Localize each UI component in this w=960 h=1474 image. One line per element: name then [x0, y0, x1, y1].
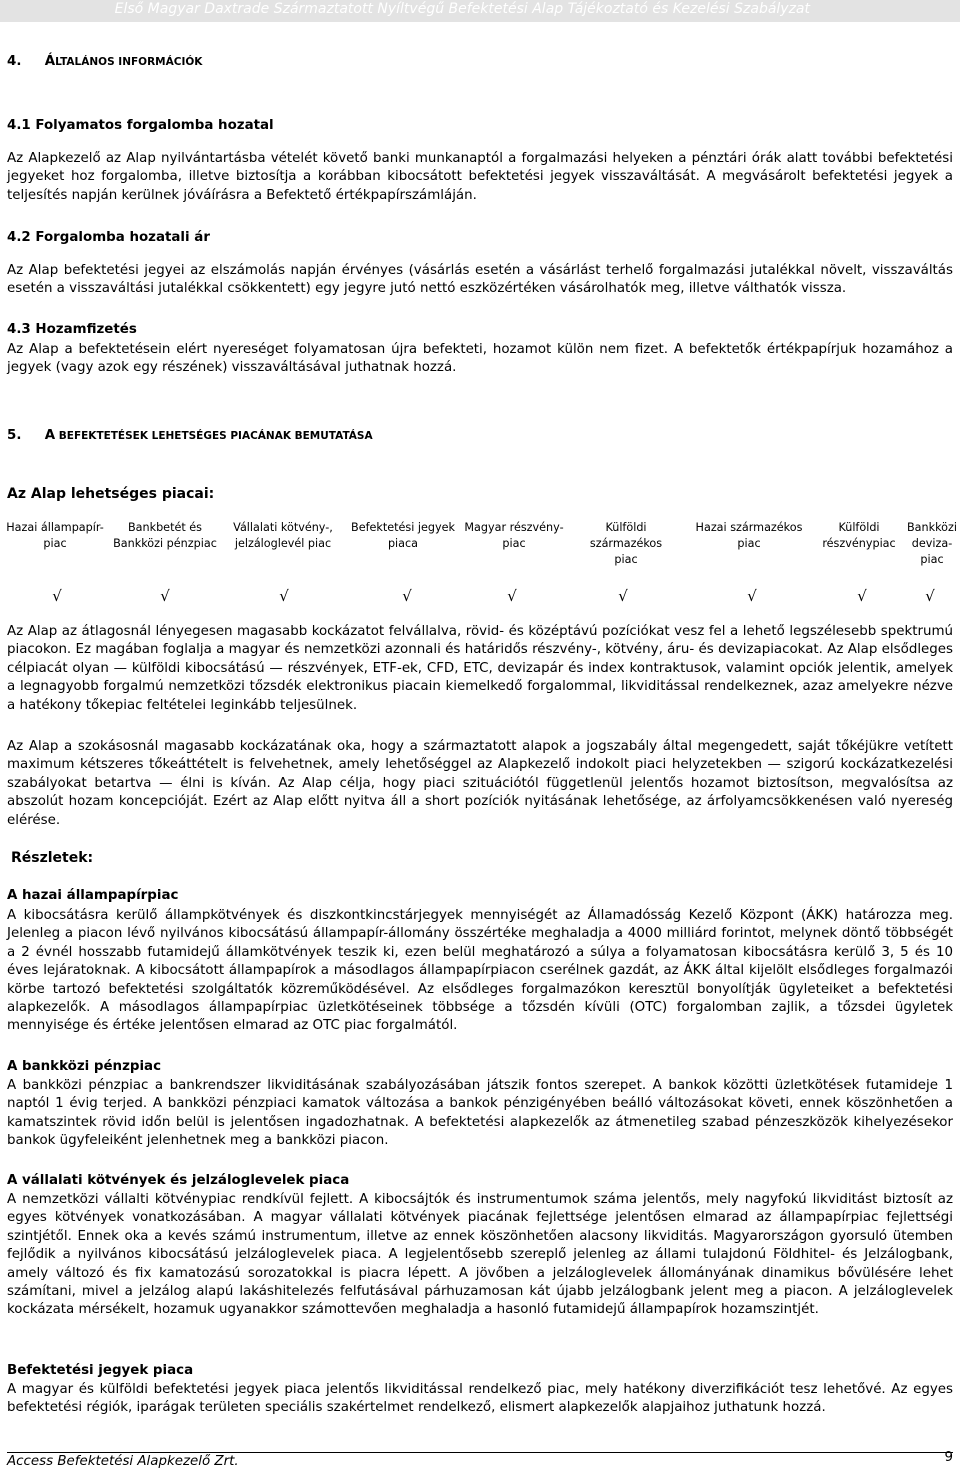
risk-paragraph-2: Az Alap a szokásosnál magasabb kockázatának oka, hogy a származtatott alapok a jogszabály által megengedett, saját tőkéjükre vetített maximum kétszeres tőkeáttételt is felvehetnek, amely lehetőséggel az Alapkezelő indokolt piaci helyzetekben — szigorú kockázatkezelési szabályokat betartva — élni is kíván. Az Alap célja, hogy piaci szituációtól függetlenül jelentős hozamot biztosítson, megvalósítsa az abszolút hozam koncepcióját. Ezért az Alap előtt nyitva áll a short pozíciók nyitásának lehetősége, az árfolyamcsökkenésen való nyereség elérése. — [7, 739, 953, 828]
section-5-title: BEFEKTETÉSEK LEHETSÉGES PIACÁNAK BEMUTATÁSA — [55, 430, 373, 442]
vallalati-kotvenyek-body: A nemzetközi vállalti kötvénypiac rendkívül fejlett. A kibocsájtók és instrumentumok száma jelentős, mely nagyfokú likviditást biztosít az egyes kötvények vonatkozásában. A magyar vállalati kötvények piacának fejlettsége jelentősen elmarad az állampapírpiac fejlettségi szintjétől. Ennek oka a kevés számú instrumentum, illetve az ennek köszönhetően alacsony likviditás. Magyarországon gyorsuló ütemben fejlődik a nyilvános kibocsátású jelzáloglevelek piaca. A legjelentősebb szereplő jelenleg az állami tulajdonú Földhitel- és Jelzálogbank, amely változó és fix kamatozású sorozatokkal is piacra lépett. A jövőben a jelzáloglevelek állományának dinamikus bővülésére lehet számítani, mivel a jelzálog alapú lakáshitelezés felfutásával párhuzamosan kát újabb jelzálogbank jelent meg a piacon. A jelzáloglevelek kockázata mérsékelt, hozamuk ugyanakkor számottevően meghaladja a hasonló futamidejű állampapírok hozamszintjét. — [7, 1192, 953, 1318]
check-mark: √ — [618, 587, 628, 605]
bankkozi-penzpiac-title: A bankközi pénzpiac — [7, 1059, 162, 1074]
section-5-number: 5. — [7, 428, 22, 443]
subsection-4-1-title: 4.1 Folyamatos forgalomba hozatal — [7, 118, 274, 133]
markets-table — [0, 520, 960, 568]
vallalati-kotvenyek-title: A vállalati kötvények és jelzáloglevelek piaca — [7, 1173, 350, 1188]
market-label-line: Hazai származékos piac — [695, 521, 803, 550]
market-label-line: Bankközi pénzpiac — [113, 537, 217, 550]
check-mark: √ — [160, 587, 170, 605]
market-hazai-allampapir — [0, 520, 110, 568]
check-mark: √ — [402, 587, 412, 605]
page-number: 9 — [944, 1450, 953, 1465]
market-kulfoldi-reszveny — [814, 520, 904, 568]
befektetesi-jegyek-body: A magyar és külföldi befektetési jegyek piaca jelentős likviditással rendelkező piac, mely hatékony diverzifikációt tesz lehetővé. Az egyes befektetési régiók, iparágak területen speciális szakértelmet rendelkező, elismert alapkezelők alapjaihoz juthatunk hozzá. — [7, 1382, 953, 1416]
section-4-title-initial: Á — [44, 54, 56, 69]
market-label-line: Befektetési jegyek — [351, 521, 455, 534]
market-label-line: Hazai állampapír- — [6, 521, 104, 534]
market-label-line: jelzáloglevél piac — [234, 537, 332, 550]
section-5-heading — [7, 428, 953, 443]
market-label-line: piaca — [387, 537, 419, 550]
market-label-line: piac — [920, 553, 944, 566]
footer-company: Access Befektetési Alapkezelő Zrt. — [7, 1454, 239, 1469]
footer-divider — [7, 1452, 953, 1453]
subsection-4-2-body: Az Alap befektetési jegyei az elszámolás napján érvényes (vásárlás esetén a vásárlást terhelő forgalmazási jutalékkal növelt, visszaváltás esetén a visszaváltási jutalékkal csökkentett) egy jegyre jutó nettó eszközértéken vásárolhatók meg, illetve válthatók vissza. — [7, 263, 953, 297]
section-4-title: LTALÁNOS INFORMÁCIÓK — [55, 56, 203, 68]
check-mark: √ — [857, 587, 867, 605]
check-mark: √ — [747, 587, 757, 605]
subsection-4-2-title: 4.2 Forgalomba hozatali ár — [7, 230, 210, 245]
market-label-line: piac — [502, 537, 526, 550]
market-label-line: Vállalati kötvény-, — [233, 521, 333, 534]
bankkozi-penzpiac-body: A bankközi pénzpiac a bankrendszer likviditásának szabályozásában játszik fontos szerepet. A bankok közötti üzletkötések futamideje 1 naptól 1 évig terjed. A bankközi pénzpiaci kamatok változása a bankok pénzigényében beálló változásokat követi, ennek köszönhetően a kamatszintek rövid időn belül is jelentősen ingadozhatnak. A befektetési alapkezelők az átmenetileg szabad pénzeszközök kihelyezésekor bankok ügyfeleiként jelenhetnek meg a bankközi piacon. — [7, 1078, 953, 1149]
subsection-4-3-title: 4.3 Hozamfizetés — [7, 322, 137, 337]
section-5-title-initial: A — [44, 428, 56, 443]
markets-heading: Az Alap lehetséges piacai: — [7, 486, 215, 502]
risk-paragraph-1: Az Alap az átlagosnál lényegesen magasabb kockázatot felvállalva, rövid- és középtávú pozíciókat vesz fel a lehető legszélesebb spektrumú piacokon. Ez magában foglalja a magyar és nemzetközi azonnali és határidős részvény-, kötvény, áru- és devizapiacokat. Az Alap elsődleges célpiacát olyan — külföldi kibocsátású — részvények, ETF-ek, CFD, ETC, devizapár és index kontraktusok, valamint opciók jelentik, amelyek a legnagyobb forgalmú nemzetközi tőzsdék elektronikus piacain kiemelkedő forgalommal, likviditással rendelkeznek, azaz amelyekre nézve a hatékony tőkepiac feltételei leginkább teljesülnek. — [7, 624, 953, 713]
market-hazai-szarmazekos — [684, 520, 814, 568]
hazai-allampapirpiac-body: A kibocsátásra kerülő állampkötvények és diszkontkincstárjegyek mennyiségét az Államadósság Kezelő Központ (ÁKK) határozza meg. Jelenleg a piacon lévő nyilvános kibocsátású állampapír-állomány összértéke meghaladja a 4000 milliárd forintot, melynek döntő többségét a 2 évnél hosszabb futamidejű államkötvények teszik ki, ezen belül meghatározó a súlya a folyamatosan kibocsátásra kerülő 3, 5 és 10 éves lejáratoknak. A kibocsátott állampapírok a másodlagos állampapírpiacon cserélnek gazdát, az ÁKK által kijelölt elsődleges forgalmazói körbe tartozó befektetési szolgáltatók közreműködésével. Az elsődleges forgalmazókon keresztül bonyolítják ügyleteiket a befektetési alapkezelők. A másodlagos állampapírpiac üzletkötéseinek többsége a tőzsdén kívüli (OTC) forgalomban zajlik, a tőzsdei ügyletek mennyisége és értéke jelentősen elmarad az OTC piac forgalmától. — [7, 908, 953, 1034]
market-vallalati-kotveny — [220, 520, 346, 568]
market-befektetesi-jegyek — [346, 520, 460, 568]
check-mark: √ — [925, 587, 935, 605]
market-label-line: Bankbetét és — [127, 521, 202, 534]
subsection-4-1-body: Az Alapkezelő az Alap nyilvántartásba vételét követő banki munkanaptól a forgalmazási helyeken a pénztári órák alatt további befektetési jegyeket hoz forgalomba, illetve biztosítja a korábban kibocsátott befektetési jegyek visszaváltását. A megvásárolt befektetési jegyek a teljesítés napján kerülnek jóváírásra a Befektető értékpapírszámláján. — [7, 151, 953, 203]
hazai-allampapirpiac-title: A hazai állampapírpiac — [7, 888, 179, 903]
check-mark: √ — [507, 587, 517, 605]
market-bankkozi-deviza — [904, 520, 960, 568]
market-magyar-reszveny — [460, 520, 568, 568]
befektetesi-jegyek-title: Befektetési jegyek piaca — [7, 1363, 194, 1378]
market-label-line: részvénypiac — [822, 537, 896, 550]
section-4-heading — [7, 54, 953, 69]
running-header — [0, 0, 960, 22]
check-mark: √ — [52, 587, 62, 605]
check-mark: √ — [279, 587, 289, 605]
subsection-4-3-body: Az Alap a befektetésein elért nyereséget folyamatosan újra befekteti, hozamot külön nem fizet. A befektetők értékpapírjuk hozamához a jegyek (vagy azok egy részének) visszaváltásával juthatnak hozzá. — [7, 342, 953, 376]
section-4-number: 4. — [7, 54, 22, 69]
market-bankbetet — [110, 520, 220, 568]
market-label-line: piac — [614, 553, 638, 566]
market-label-line: deviza- — [911, 537, 953, 550]
market-label-line: Külföldi származékos — [589, 521, 663, 550]
market-label-line: piac — [43, 537, 67, 550]
market-label-line: Bankközi — [906, 521, 957, 534]
market-label-line: Magyar részvény- — [464, 521, 564, 534]
market-kulfoldi-szarmazekos — [568, 520, 684, 568]
running-header-title: Első Magyar Daxtrade Származtatott Nyíltvégű Befektetési Alap Tájékoztató és Kezelési Szabályzat — [114, 1, 810, 17]
details-heading: Részletek: — [11, 850, 94, 866]
market-label-line: Külföldi — [838, 521, 880, 534]
